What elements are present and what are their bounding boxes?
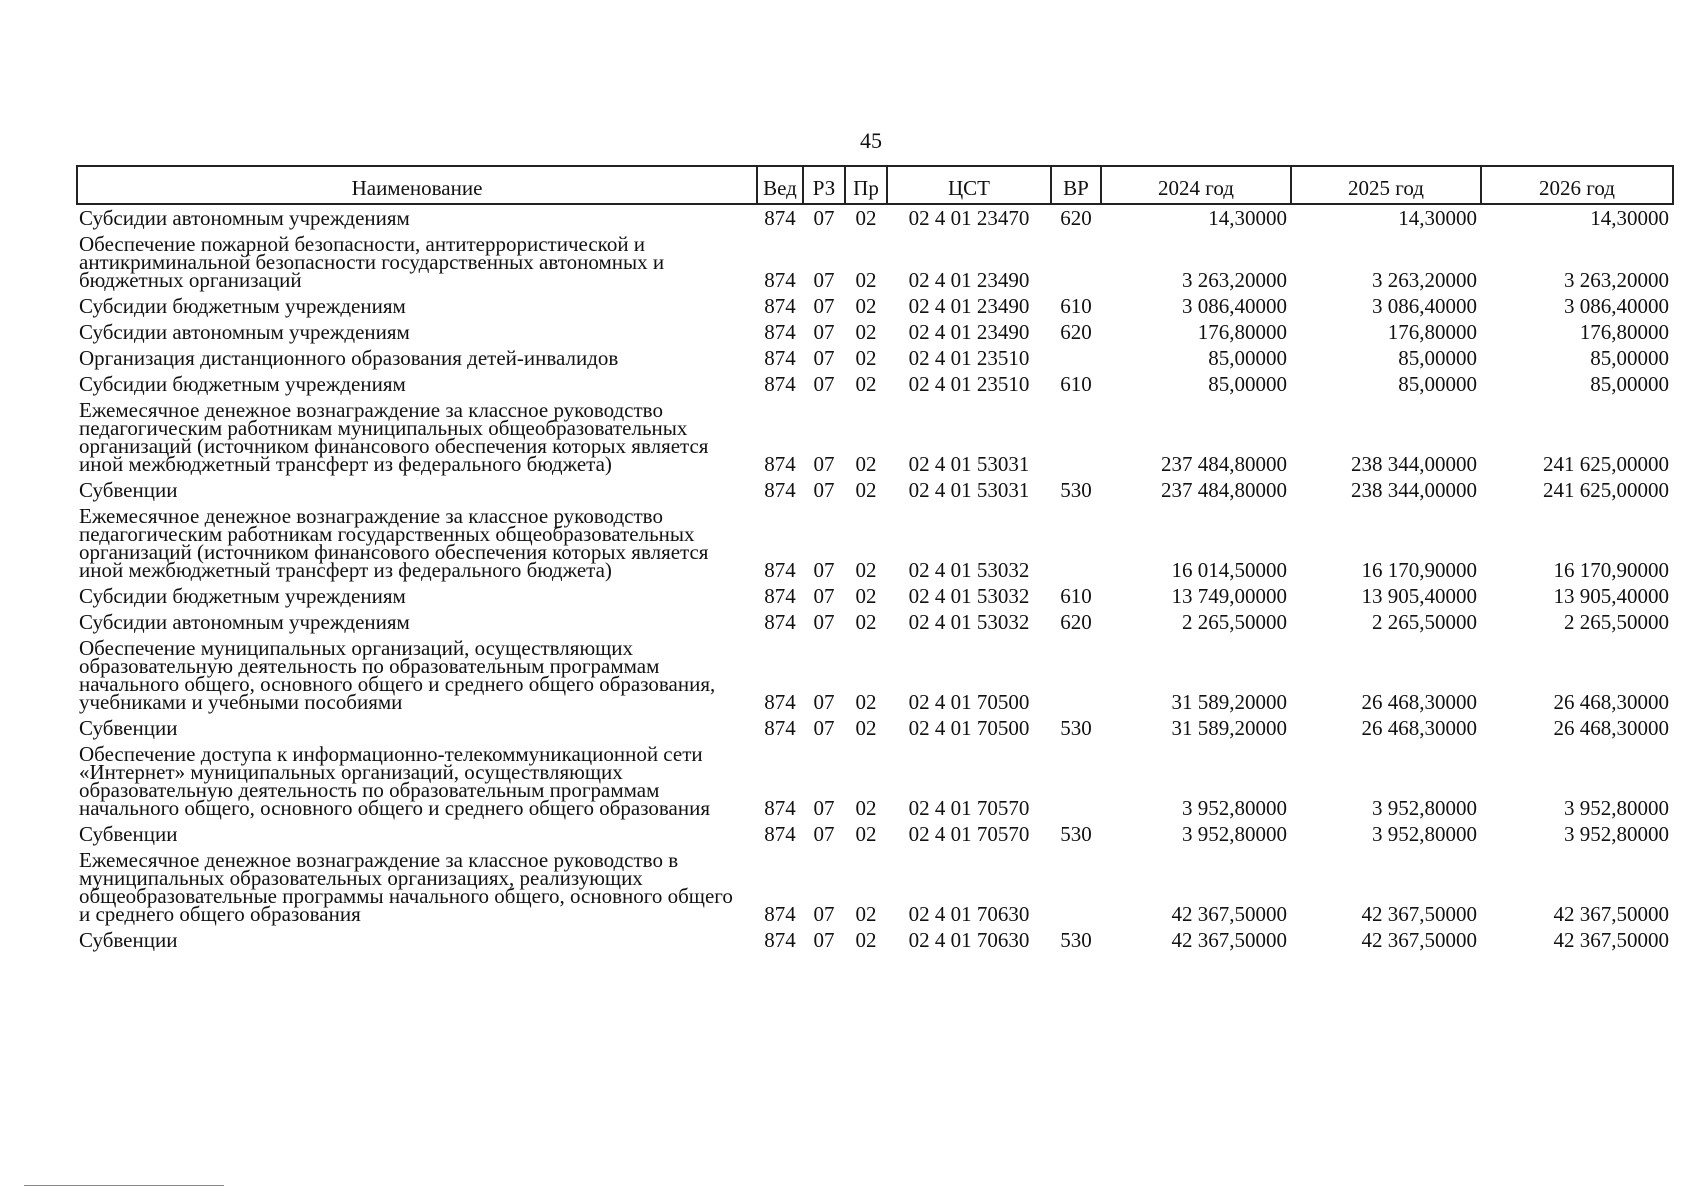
table-row bbox=[77, 609, 1673, 635]
row-amount-2025: 3 952,80000 bbox=[1372, 822, 1477, 846]
table-row bbox=[77, 371, 1673, 397]
table-row bbox=[77, 821, 1673, 847]
row-amount-2024: 237 484,80000 bbox=[1161, 452, 1287, 476]
row-cst: 02 4 01 53032 bbox=[908, 558, 1030, 582]
row-pr: 02 bbox=[855, 610, 877, 634]
row-name: Ежемесячное денежное вознаграждение за классное руководство педагогическим работникам государственных общеобразовательных организаций (источником финансового обеспечения которых является иной межбюджетный трансферт из федерального бюджета) bbox=[79, 504, 709, 582]
row-vr bbox=[1051, 635, 1101, 715]
table-row bbox=[77, 741, 1673, 821]
row-ved: 874 bbox=[764, 320, 796, 344]
row-rz: 07 bbox=[813, 320, 835, 344]
row-name: Обеспечение доступа к информационно-телекоммуникационной сети «Интернет» муниципальных организаций, осуществляющих образовательную деятельность по образовательным программам начального общего, основного общего и среднего общего образования bbox=[79, 742, 711, 820]
row-pr: 02 bbox=[855, 716, 877, 740]
row-amount-2024: 176,80000 bbox=[1197, 320, 1287, 344]
table-row bbox=[77, 204, 1673, 231]
row-rz: 07 bbox=[813, 690, 835, 714]
row-pr: 02 bbox=[855, 320, 877, 344]
header-pr: Пр bbox=[845, 166, 887, 204]
row-rz: 07 bbox=[813, 902, 835, 926]
row-amount-2024: 31 589,20000 bbox=[1171, 690, 1287, 714]
row-ved: 874 bbox=[764, 268, 796, 292]
row-amount-2025: 176,80000 bbox=[1387, 320, 1477, 344]
row-amount-2024: 3 086,40000 bbox=[1182, 294, 1287, 318]
header-2026: 2026 год bbox=[1481, 166, 1673, 204]
row-ved: 874 bbox=[764, 690, 796, 714]
row-name: Ежемесячное денежное вознаграждение за классное руководство в муниципальных образовательных организациях, реализующих общеобразовательные программы начального общего, основного общего и среднего общего образования bbox=[79, 848, 733, 926]
row-amount-2024: 3 952,80000 bbox=[1182, 796, 1287, 820]
row-pr: 02 bbox=[855, 902, 877, 926]
row-pr: 02 bbox=[855, 928, 877, 952]
row-name: Субсидии бюджетным учреждениям bbox=[79, 294, 406, 318]
row-rz: 07 bbox=[813, 294, 835, 318]
row-pr: 02 bbox=[855, 584, 877, 608]
row-amount-2025: 26 468,30000 bbox=[1361, 716, 1477, 740]
header-2024: 2024 год bbox=[1101, 166, 1291, 204]
row-name: Обеспечение муниципальных организаций, осуществляющих образовательную деятельность по образовательным программам начального общего, основного общего и среднего общего образования, учебниками и учебными пособиями bbox=[79, 636, 716, 714]
row-vr bbox=[1051, 345, 1101, 371]
row-pr: 02 bbox=[855, 294, 877, 318]
table-row bbox=[77, 477, 1673, 503]
row-ved: 874 bbox=[764, 372, 796, 396]
row-pr: 02 bbox=[855, 346, 877, 370]
table-row bbox=[77, 319, 1673, 345]
row-amount-2026: 3 952,80000 bbox=[1564, 796, 1669, 820]
row-amount-2025: 26 468,30000 bbox=[1361, 690, 1477, 714]
row-amount-2026: 42 367,50000 bbox=[1553, 902, 1669, 926]
row-vr: 530 bbox=[1060, 716, 1092, 740]
row-amount-2025: 238 344,00000 bbox=[1351, 452, 1477, 476]
row-name: Субвенции bbox=[79, 478, 178, 502]
row-pr: 02 bbox=[855, 372, 877, 396]
table-row bbox=[77, 397, 1673, 477]
row-cst: 02 4 01 53032 bbox=[908, 610, 1030, 634]
header-rz: РЗ bbox=[803, 166, 845, 204]
row-vr bbox=[1051, 503, 1101, 583]
row-amount-2026: 2 265,50000 bbox=[1564, 610, 1669, 634]
row-amount-2024: 42 367,50000 bbox=[1171, 928, 1287, 952]
header-name: Наименование bbox=[77, 166, 757, 204]
table-row bbox=[77, 927, 1673, 953]
row-rz: 07 bbox=[813, 268, 835, 292]
row-amount-2025: 16 170,90000 bbox=[1361, 558, 1477, 582]
row-amount-2025: 3 952,80000 bbox=[1372, 796, 1477, 820]
header-vr: ВР bbox=[1051, 166, 1101, 204]
row-name: Субвенции bbox=[79, 928, 178, 952]
row-cst: 02 4 01 53032 bbox=[908, 584, 1030, 608]
row-cst: 02 4 01 70570 bbox=[908, 822, 1030, 846]
row-ved: 874 bbox=[764, 294, 796, 318]
row-rz: 07 bbox=[813, 346, 835, 370]
row-cst: 02 4 01 70570 bbox=[908, 796, 1030, 820]
row-amount-2024: 85,00000 bbox=[1208, 346, 1287, 370]
row-amount-2024: 85,00000 bbox=[1208, 372, 1287, 396]
row-rz: 07 bbox=[813, 610, 835, 634]
table-row bbox=[77, 635, 1673, 715]
header-cst: ЦСТ bbox=[887, 166, 1051, 204]
row-rz: 07 bbox=[813, 928, 835, 952]
row-cst: 02 4 01 70500 bbox=[908, 716, 1030, 740]
row-cst: 02 4 01 23490 bbox=[908, 320, 1030, 344]
row-amount-2026: 26 468,30000 bbox=[1553, 716, 1669, 740]
row-rz: 07 bbox=[813, 206, 835, 230]
row-name: Организация дистанционного образования детей-инвалидов bbox=[79, 346, 619, 370]
footer-rule bbox=[24, 1185, 224, 1186]
row-cst: 02 4 01 70630 bbox=[908, 928, 1030, 952]
row-amount-2026: 241 625,00000 bbox=[1543, 478, 1669, 502]
row-name: Субвенции bbox=[79, 822, 178, 846]
row-rz: 07 bbox=[813, 558, 835, 582]
row-pr: 02 bbox=[855, 478, 877, 502]
row-amount-2025: 3 086,40000 bbox=[1372, 294, 1477, 318]
row-vr bbox=[1051, 231, 1101, 293]
row-vr: 620 bbox=[1060, 320, 1092, 344]
table-row bbox=[77, 715, 1673, 741]
row-cst: 02 4 01 70500 bbox=[908, 690, 1030, 714]
row-amount-2025: 42 367,50000 bbox=[1361, 902, 1477, 926]
table-row bbox=[77, 345, 1673, 371]
row-vr: 610 bbox=[1060, 372, 1092, 396]
row-cst: 02 4 01 23490 bbox=[908, 294, 1030, 318]
row-cst: 02 4 01 70630 bbox=[908, 902, 1030, 926]
row-amount-2025: 42 367,50000 bbox=[1361, 928, 1477, 952]
table-row bbox=[77, 503, 1673, 583]
row-cst: 02 4 01 53031 bbox=[908, 452, 1030, 476]
row-amount-2025: 13 905,40000 bbox=[1361, 584, 1477, 608]
page-number: 45 bbox=[860, 128, 882, 153]
row-amount-2024: 3 952,80000 bbox=[1182, 822, 1287, 846]
row-name: Субсидии автономным учреждениям bbox=[79, 320, 410, 344]
row-amount-2024: 14,30000 bbox=[1208, 206, 1287, 230]
row-vr bbox=[1051, 741, 1101, 821]
row-amount-2025: 85,00000 bbox=[1398, 346, 1477, 370]
row-amount-2024: 237 484,80000 bbox=[1161, 478, 1287, 502]
header-2025: 2025 год bbox=[1291, 166, 1481, 204]
row-ved: 874 bbox=[764, 478, 796, 502]
row-pr: 02 bbox=[855, 690, 877, 714]
row-amount-2024: 42 367,50000 bbox=[1171, 902, 1287, 926]
row-amount-2026: 42 367,50000 bbox=[1553, 928, 1669, 952]
row-ved: 874 bbox=[764, 610, 796, 634]
row-rz: 07 bbox=[813, 478, 835, 502]
row-name: Субсидии автономным учреждениям bbox=[79, 206, 410, 230]
row-amount-2025: 238 344,00000 bbox=[1351, 478, 1477, 502]
table-row bbox=[77, 231, 1673, 293]
row-amount-2024: 31 589,20000 bbox=[1171, 716, 1287, 740]
row-amount-2026: 85,00000 bbox=[1590, 346, 1669, 370]
row-pr: 02 bbox=[855, 206, 877, 230]
header-ved: Вед bbox=[757, 166, 803, 204]
row-vr bbox=[1051, 397, 1101, 477]
row-cst: 02 4 01 53031 bbox=[908, 478, 1030, 502]
row-pr: 02 bbox=[855, 822, 877, 846]
row-name: Субсидии автономным учреждениям bbox=[79, 610, 410, 634]
row-vr: 610 bbox=[1060, 294, 1092, 318]
row-ved: 874 bbox=[764, 558, 796, 582]
table-header-row bbox=[77, 166, 1673, 204]
row-vr: 530 bbox=[1060, 478, 1092, 502]
row-pr: 02 bbox=[855, 558, 877, 582]
row-rz: 07 bbox=[813, 452, 835, 476]
row-cst: 02 4 01 23510 bbox=[908, 372, 1030, 396]
row-ved: 874 bbox=[764, 822, 796, 846]
row-name: Ежемесячное денежное вознаграждение за классное руководство педагогическим работникам муниципальных общеобразовательных организаций (источником финансового обеспечения которых является иной межбюджетный трансферт из федерального бюджета) bbox=[79, 398, 709, 476]
row-amount-2024: 3 263,20000 bbox=[1182, 268, 1287, 292]
table-row bbox=[77, 293, 1673, 319]
row-ved: 874 bbox=[764, 206, 796, 230]
row-vr: 620 bbox=[1060, 206, 1092, 230]
table-row bbox=[77, 583, 1673, 609]
row-amount-2026: 14,30000 bbox=[1590, 206, 1669, 230]
row-pr: 02 bbox=[855, 268, 877, 292]
row-name: Субвенции bbox=[79, 716, 178, 740]
row-cst: 02 4 01 23470 bbox=[908, 206, 1030, 230]
budget-table bbox=[76, 165, 1674, 953]
table-body bbox=[77, 204, 1673, 953]
row-amount-2025: 3 263,20000 bbox=[1372, 268, 1477, 292]
row-amount-2025: 2 265,50000 bbox=[1372, 610, 1477, 634]
row-vr: 620 bbox=[1060, 610, 1092, 634]
row-amount-2024: 2 265,50000 bbox=[1182, 610, 1287, 634]
row-amount-2026: 26 468,30000 bbox=[1553, 690, 1669, 714]
row-ved: 874 bbox=[764, 584, 796, 608]
row-amount-2026: 241 625,00000 bbox=[1543, 452, 1669, 476]
row-rz: 07 bbox=[813, 822, 835, 846]
row-amount-2026: 13 905,40000 bbox=[1553, 584, 1669, 608]
row-name: Обеспечение пожарной безопасности, антитеррористической и антикриминальной безопасности государственных автономных и бюджетных организаций bbox=[79, 232, 665, 292]
table-row bbox=[77, 847, 1673, 927]
row-rz: 07 bbox=[813, 716, 835, 740]
row-rz: 07 bbox=[813, 584, 835, 608]
row-amount-2024: 13 749,00000 bbox=[1171, 584, 1287, 608]
row-cst: 02 4 01 23510 bbox=[908, 346, 1030, 370]
row-amount-2026: 3 086,40000 bbox=[1564, 294, 1669, 318]
row-vr: 530 bbox=[1060, 822, 1092, 846]
row-amount-2025: 14,30000 bbox=[1398, 206, 1477, 230]
row-amount-2026: 16 170,90000 bbox=[1553, 558, 1669, 582]
row-rz: 07 bbox=[813, 796, 835, 820]
row-amount-2024: 16 014,50000 bbox=[1171, 558, 1287, 582]
row-ved: 874 bbox=[764, 716, 796, 740]
row-amount-2026: 3 952,80000 bbox=[1564, 822, 1669, 846]
row-ved: 874 bbox=[764, 902, 796, 926]
row-vr bbox=[1051, 847, 1101, 927]
row-cst: 02 4 01 23490 bbox=[908, 268, 1030, 292]
row-vr: 610 bbox=[1060, 584, 1092, 608]
row-name: Субсидии бюджетным учреждениям bbox=[79, 584, 406, 608]
row-name: Субсидии бюджетным учреждениям bbox=[79, 372, 406, 396]
row-ved: 874 bbox=[764, 452, 796, 476]
row-amount-2025: 85,00000 bbox=[1398, 372, 1477, 396]
row-vr: 530 bbox=[1060, 928, 1092, 952]
row-ved: 874 bbox=[764, 928, 796, 952]
row-amount-2026: 3 263,20000 bbox=[1564, 268, 1669, 292]
row-ved: 874 bbox=[764, 796, 796, 820]
row-rz: 07 bbox=[813, 372, 835, 396]
row-pr: 02 bbox=[855, 452, 877, 476]
row-amount-2026: 85,00000 bbox=[1590, 372, 1669, 396]
row-amount-2026: 176,80000 bbox=[1579, 320, 1669, 344]
row-pr: 02 bbox=[855, 796, 877, 820]
row-ved: 874 bbox=[764, 346, 796, 370]
